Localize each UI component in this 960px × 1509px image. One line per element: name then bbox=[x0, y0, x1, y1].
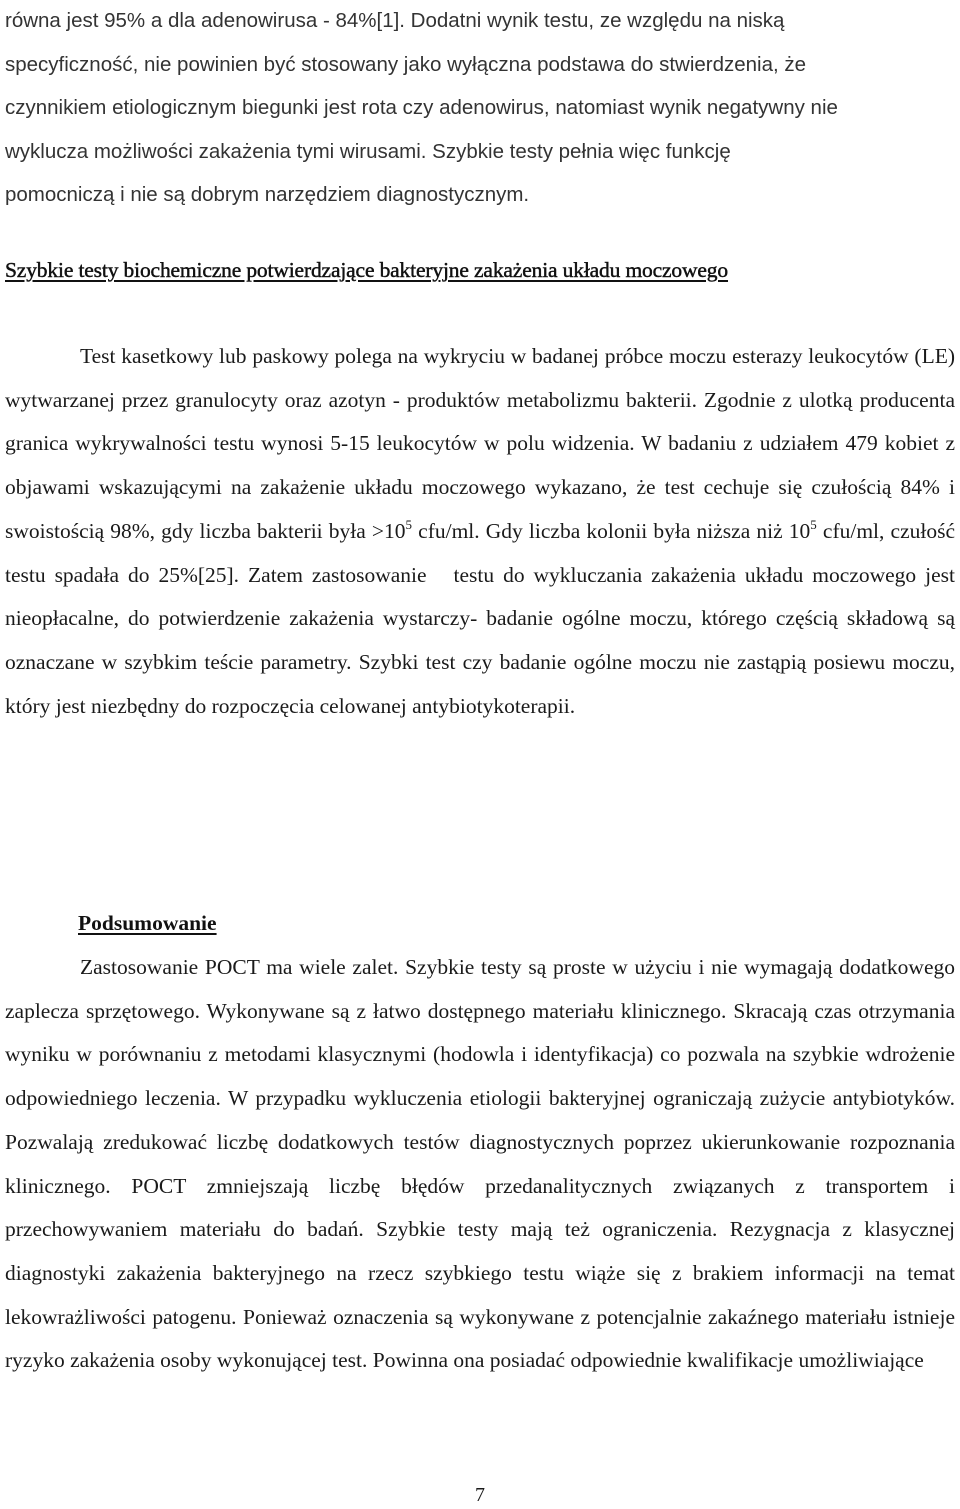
intro-line: równa jest 95% a dla adenowirusa - 84%[1]. Dodatni wynik testu, ze względu na niską bbox=[5, 9, 785, 32]
paragraph-text: cfu/ml, czułość testu spadała do 25%[25]. Zatem zastosowanie bbox=[5, 518, 955, 587]
intro-line: czynnikiem etiologicznym biegunki jest rota czy adenowirus, natomiast wynik negatywny nie bbox=[5, 96, 838, 119]
section-heading-rapid-biochemical-tests: Szybkie testy biochemiczne potwierdzające bakteryjne zakażenia układu moczowego bbox=[5, 258, 729, 282]
summary-paragraph: Zastosowanie POCT ma wiele zalet. Szybkie testy są proste w użyciu i nie wymagają dodatkowego zaplecza sprzętowego. Wykonywane są z łatwo dostępnego materiału klinicznego. Skracają czas otrzymania wyniku w porównaniu z metodami klasycznymi (hodowla i identyfikacja) co pozwala na szybkie wdrożenie odpowiedniego leczenia. W przypadku wykluczenia etiologii bakteryjnej ograniczają zużycie antybiotyków. Pozwalają zredukować liczbę dodatkowych testów diagnostycznych poprzez ukierunkowanie rozpoznania klinicznego. POCT zmniejszają liczbę błędów przedanalitycznych związanych z transportem i przechowywaniem materiału do badań. Szybkie testy mają też ograniczenia. Rezygnacja z klasycznej diagnostyki zakażenia bakteryjnego na rzecz szybkiego testu wiąże się z brakiem informacji na temat lekowrażliwości patogenu. Ponieważ oznaczenia są wykonywane z potencjalnie zakaźnego materiału istnieje ryzyko zakażenia osoby wykonującej test. Powinna ona posiadać odpowiednie kwalifikacje umożliwiające bbox=[5, 955, 955, 1373]
paragraph-text: cfu/ml. Gdy liczba kolonii była niższa niż 10 bbox=[412, 518, 811, 543]
section-heading-summary: Podsumowanie bbox=[78, 911, 217, 935]
intro-line: pomocniczą i nie są dobrym narzędziem diagnostycznym. bbox=[5, 183, 530, 206]
intro-line: specyficzność, nie powinien być stosowany jako wyłączna podstawa do stwierdzenia, że bbox=[5, 52, 807, 76]
rapid-tests-paragraph bbox=[5, 335, 955, 728]
intro-paragraph bbox=[5, 0, 955, 217]
page-number: 7 bbox=[475, 1484, 485, 1506]
paragraph-text: testu do wykluczania zakażenia układu moczowego jest nieopłacalne, do potwierdzenie zakażenia wystarczy- badanie ogólne moczu, którego częścią składową są oznaczane w szybkim teście parametry. Szybki test czy badanie ogólne moczu nie zastąpią posiewu moczu, który jest niezbędny do rozpoczęcia celowanej antybiotykoterapii. bbox=[5, 562, 955, 718]
superscript: 5 bbox=[810, 516, 817, 532]
intro-line: wyklucza możliwości zakażenia tymi wirusami. Szybkie testy pełnia więc funkcję bbox=[5, 139, 731, 163]
superscript: 5 bbox=[405, 516, 413, 532]
paragraph-text: Test kasetkowy lub paskowy polega na wykryciu w badanej próbce moczu esterazy leukocytów (LE) wytwarzanej przez granulocyty oraz azotyn - produktów metabolizmu bakterii. Zgodnie z ulotką producenta granica wykrywalności testu wynosi 5-15 leukocytów w polu widzenia. W badaniu z udziałem 479 kobiet z objawami wskazującymi na zakażenie układu moczowego wykazano, że test cechuje się czułością 84% i swoistością 98%, gdy liczba bakterii była >10 bbox=[5, 344, 955, 543]
